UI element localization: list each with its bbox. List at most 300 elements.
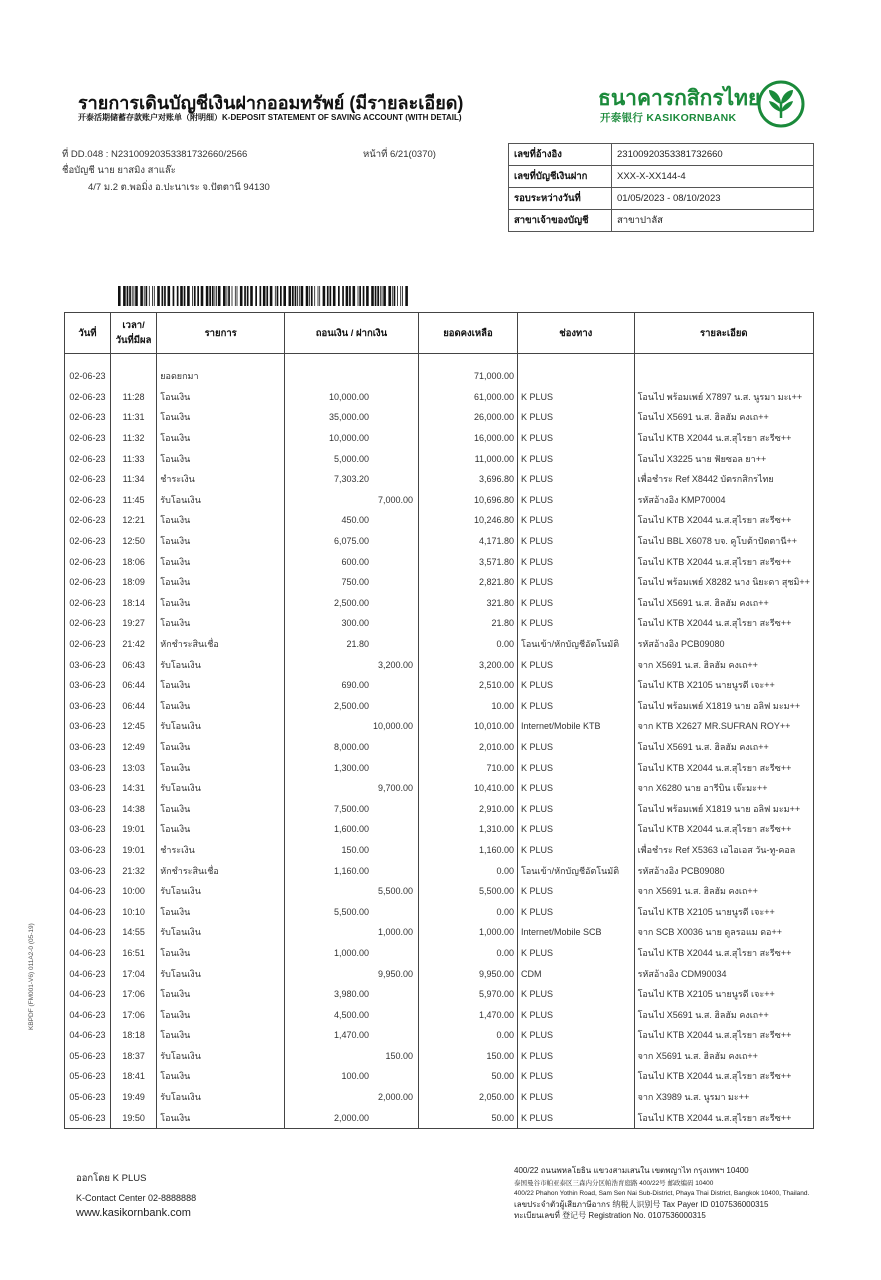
row-amount xyxy=(285,387,419,408)
table-row xyxy=(65,840,814,861)
statement-title: รายการเดินบัญชีเงินฝากออมทรัพย์ (มีรายละเอียด) xyxy=(78,93,464,113)
row-amount xyxy=(285,881,419,902)
row-channel: K PLUS xyxy=(518,490,635,511)
row-channel: K PLUS xyxy=(518,654,635,675)
row-channel: โอนเข้า/หักบัญชีอัตโนมัติ xyxy=(518,634,635,655)
barcode-bar xyxy=(215,286,216,306)
row-channel: K PLUS xyxy=(518,593,635,614)
row-transaction: โอนเงิน xyxy=(157,613,285,634)
info-label: เลขที่อ้างอิง xyxy=(509,144,612,166)
table-row xyxy=(65,551,814,572)
bank-name-english: 开泰银行 KASIKORNBANK xyxy=(600,112,737,124)
table-row xyxy=(65,490,814,511)
info-row xyxy=(509,210,814,232)
row-time: 18:14 xyxy=(110,593,156,614)
barcode-bar xyxy=(240,286,243,306)
row-amount xyxy=(285,798,419,819)
website-link[interactable]: www.kasikornbank.com xyxy=(76,1207,191,1219)
table-row xyxy=(65,943,814,964)
row-withdraw: 1,160.00 xyxy=(334,865,370,876)
row-amount xyxy=(285,510,419,531)
row-withdraw: 7,303.20 xyxy=(334,474,370,485)
barcode-bar xyxy=(270,286,273,306)
row-amount xyxy=(285,984,419,1005)
row-time: 19:01 xyxy=(110,819,156,840)
row-detail: โอนไป KTB X2105 นายนูรดี เจะ++ xyxy=(634,675,813,696)
barcode-bar xyxy=(275,286,276,306)
barcode-bar xyxy=(168,286,171,306)
table-row xyxy=(65,354,814,387)
row-time: 12:50 xyxy=(110,531,156,552)
row-amount xyxy=(285,1107,419,1128)
row-amount xyxy=(285,354,419,387)
barcode-bar xyxy=(371,286,374,306)
table-row xyxy=(65,881,814,902)
table-row xyxy=(65,675,814,696)
statement-subtitle: 开泰活期储蓄存款账户对账单（附明细）K-DEPOSIT STATEMENT OF SAVING ACCOUNT (WITH DETAIL) xyxy=(78,113,462,122)
row-transaction: หักชำระสินเชื่อ xyxy=(157,634,285,655)
row-transaction: โอนเงิน xyxy=(157,593,285,614)
row-channel: K PLUS xyxy=(518,798,635,819)
row-balance: 10,696.80 xyxy=(418,490,517,511)
row-transaction: โอนเงิน xyxy=(157,1107,285,1128)
row-detail: โอนไป KTB X2044 น.ส.สุไรยา สะรีซ++ xyxy=(634,1025,813,1046)
row-date: 03-06-23 xyxy=(65,757,111,778)
table-row xyxy=(65,572,814,593)
row-date: 04-06-23 xyxy=(65,881,111,902)
row-balance: 16,000.00 xyxy=(418,428,517,449)
row-amount xyxy=(285,551,419,572)
barcode-bar xyxy=(260,286,262,306)
kasikornbank-logo-icon xyxy=(757,80,805,128)
barcode-bar xyxy=(154,286,155,306)
barcode-bar xyxy=(402,286,403,306)
row-withdraw: 6,075.00 xyxy=(334,536,370,547)
col-header-detail: รายละเอียด xyxy=(634,313,813,354)
info-value: 01/05/2023 - 08/10/2023 xyxy=(612,188,814,210)
row-date: 03-06-23 xyxy=(65,778,111,799)
row-balance: 0.00 xyxy=(418,1025,517,1046)
row-channel: K PLUS xyxy=(518,696,635,717)
row-balance: 321.80 xyxy=(418,593,517,614)
row-date: 03-06-23 xyxy=(65,840,111,861)
row-channel: K PLUS xyxy=(518,901,635,922)
row-time: 14:55 xyxy=(110,922,156,943)
contact-center: K-Contact Center 02-8888888 xyxy=(76,1193,197,1203)
barcode-bar xyxy=(283,286,286,306)
row-withdraw: 1,300.00 xyxy=(334,762,370,773)
info-label: รอบระหว่างวันที่ xyxy=(509,188,612,210)
row-amount xyxy=(285,490,419,511)
row-detail: รหัสอ้างอิง CDM90034 xyxy=(634,963,813,984)
row-detail: โอนไป KTB X2105 นายนูรดี เจะ++ xyxy=(634,984,813,1005)
row-detail: จาก X3989 น.ส. นูรมา มะ++ xyxy=(634,1087,813,1108)
row-channel: K PLUS xyxy=(518,1046,635,1067)
row-channel: K PLUS xyxy=(518,675,635,696)
row-transaction: โอนเงิน xyxy=(157,943,285,964)
row-channel: K PLUS xyxy=(518,407,635,428)
barcode-bar xyxy=(299,286,300,306)
barcode-bar xyxy=(197,286,199,306)
row-transaction: โอนเงิน xyxy=(157,757,285,778)
row-amount xyxy=(285,675,419,696)
barcode-bar xyxy=(223,286,226,306)
row-date: 03-06-23 xyxy=(65,696,111,717)
row-time: 06:44 xyxy=(110,675,156,696)
row-date: 02-06-23 xyxy=(65,490,111,511)
row-date: 03-06-23 xyxy=(65,819,111,840)
barcode-bar xyxy=(123,286,126,306)
row-date: 04-06-23 xyxy=(65,922,111,943)
barcode-bar xyxy=(227,286,228,306)
row-time: 21:42 xyxy=(110,634,156,655)
barcode-bar xyxy=(162,286,164,306)
row-date: 04-06-23 xyxy=(65,1025,111,1046)
barcode-bar xyxy=(330,286,332,306)
table-row xyxy=(65,798,814,819)
row-time: 17:06 xyxy=(110,1004,156,1025)
table-row xyxy=(65,469,814,490)
row-amount xyxy=(285,737,419,758)
table-row xyxy=(65,757,814,778)
row-detail: โอนไป BBL X6078 บจ. คูโบต้าปัตตานี++ xyxy=(634,531,813,552)
barcode-bar xyxy=(397,286,398,306)
info-row xyxy=(509,144,814,166)
barcode-bar xyxy=(363,286,365,306)
row-balance: 2,821.80 xyxy=(418,572,517,593)
row-balance: 0.00 xyxy=(418,943,517,964)
row-transaction: รับโอนเงิน xyxy=(157,490,285,511)
barcode-bar xyxy=(180,286,183,306)
row-time: 18:18 xyxy=(110,1025,156,1046)
row-withdraw: 8,000.00 xyxy=(334,741,370,752)
table-row xyxy=(65,1087,814,1108)
row-withdraw: 750.00 xyxy=(341,577,370,588)
row-channel: K PLUS xyxy=(518,819,635,840)
barcode-bar xyxy=(295,286,297,306)
row-transaction: รับโอนเงิน xyxy=(157,922,285,943)
row-detail: รหัสอ้างอิง PCB09080 xyxy=(634,860,813,881)
page-number: หน้าที่ 6/21(0370) xyxy=(363,149,436,160)
barcode-bar xyxy=(127,286,129,306)
row-date: 03-06-23 xyxy=(65,860,111,881)
row-transaction: โอนเงิน xyxy=(157,984,285,1005)
statement-table xyxy=(64,312,814,1129)
row-date: 04-06-23 xyxy=(65,901,111,922)
row-detail: โอนไป X5691 น.ส. ฮิลฮัม คงเถ++ xyxy=(634,593,813,614)
row-date: 02-06-23 xyxy=(65,407,111,428)
row-deposit: 5,500.00 xyxy=(378,886,414,897)
row-transaction: โอนเงิน xyxy=(157,448,285,469)
row-channel: K PLUS xyxy=(518,1004,635,1025)
row-detail xyxy=(634,354,813,387)
row-time: 19:49 xyxy=(110,1087,156,1108)
row-date: 02-06-23 xyxy=(65,469,111,490)
barcode-bar xyxy=(206,286,209,306)
row-transaction: โอนเงิน xyxy=(157,572,285,593)
row-transaction: โอนเงิน xyxy=(157,1025,285,1046)
row-time: 11:31 xyxy=(110,407,156,428)
barcode-bar xyxy=(392,286,393,306)
row-detail: โอนไป X3225 นาย ฟัยซอล ยา++ xyxy=(634,448,813,469)
barcode-bar xyxy=(349,286,351,306)
row-date: 05-06-23 xyxy=(65,1046,111,1067)
table-row xyxy=(65,778,814,799)
row-balance: 1,310.00 xyxy=(418,819,517,840)
row-detail: จาก SCB X0036 นาย ดูลรอแม ดอ++ xyxy=(634,922,813,943)
row-time: 14:38 xyxy=(110,798,156,819)
row-withdraw: 600.00 xyxy=(341,556,370,567)
row-withdraw: 5,000.00 xyxy=(334,453,370,464)
row-time: 10:10 xyxy=(110,901,156,922)
row-transaction: ชำระเงิน xyxy=(157,469,285,490)
barcode-bar xyxy=(266,286,268,306)
col-header-amount: ถอนเงิน / ฝากเงิน xyxy=(285,313,419,354)
barcode-bar xyxy=(309,286,310,306)
row-channel: K PLUS xyxy=(518,572,635,593)
barcode-bar xyxy=(380,286,381,306)
statement-header-row xyxy=(65,313,814,354)
row-time: 11:32 xyxy=(110,428,156,449)
row-balance: 10,010.00 xyxy=(418,716,517,737)
row-channel: โอนเข้า/หักบัญชีอัตโนมัติ xyxy=(518,860,635,881)
row-amount xyxy=(285,654,419,675)
info-value: 231009203533817326​60 xyxy=(612,144,814,166)
row-detail: รหัสอ้างอิง KMP70004 xyxy=(634,490,813,511)
row-time: 17:04 xyxy=(110,963,156,984)
row-date: 04-06-23 xyxy=(65,943,111,964)
row-transaction: โอนเงิน xyxy=(157,901,285,922)
table-row xyxy=(65,1004,814,1025)
row-withdraw: 1,000.00 xyxy=(334,947,370,958)
row-balance: 21.80 xyxy=(418,613,517,634)
row-detail: รหัสอ้างอิง PCB09080 xyxy=(634,634,813,655)
row-amount xyxy=(285,572,419,593)
row-time: 14:31 xyxy=(110,778,156,799)
row-detail: โอนไป KTB X2044 น.ส.สุไรยา สะรีซ++ xyxy=(634,943,813,964)
table-row xyxy=(65,716,814,737)
row-withdraw: 300.00 xyxy=(341,618,370,629)
barcode-bar xyxy=(377,286,379,306)
row-channel: CDM xyxy=(518,963,635,984)
table-row xyxy=(65,860,814,881)
row-transaction: โอนเงิน xyxy=(157,551,285,572)
barcode-bar xyxy=(297,286,298,306)
row-balance: 2,050.00 xyxy=(418,1087,517,1108)
row-time: 11:45 xyxy=(110,490,156,511)
table-row xyxy=(65,428,814,449)
row-transaction: โอนเงิน xyxy=(157,1004,285,1025)
table-row xyxy=(65,654,814,675)
row-date: 05-06-23 xyxy=(65,1087,111,1108)
row-withdraw: 35,000.00 xyxy=(329,412,370,423)
row-date: 02-06-23 xyxy=(65,387,111,408)
row-time: 19:01 xyxy=(110,840,156,861)
row-channel: K PLUS xyxy=(518,387,635,408)
table-row xyxy=(65,407,814,428)
row-detail: จาก KTB X2627 MR.SUFRAN ROY++ xyxy=(634,716,813,737)
row-detail: โอนไป KTB X2044 น.ส.สุไรยา สะรีซ++ xyxy=(634,510,813,531)
barcode-bar xyxy=(228,286,230,306)
barcode-bar xyxy=(375,286,377,306)
row-amount xyxy=(285,757,419,778)
row-transaction: ยอดยกมา xyxy=(157,354,285,387)
row-detail: โอนไป X5691 น.ส. ฮิลฮัม คงเถ++ xyxy=(634,407,813,428)
row-balance: 0.00 xyxy=(418,860,517,881)
row-time: 12:49 xyxy=(110,737,156,758)
row-time: 18:06 xyxy=(110,551,156,572)
row-withdraw: 690.00 xyxy=(341,680,370,691)
row-amount xyxy=(285,531,419,552)
barcode xyxy=(118,286,408,306)
row-channel: K PLUS xyxy=(518,757,635,778)
row-balance: 5,500.00 xyxy=(418,881,517,902)
barcode-bar xyxy=(323,286,326,306)
row-detail: โอนไป KTB X2044 น.ส.สุไรยา สะรีซ++ xyxy=(634,1066,813,1087)
row-transaction: โอนเงิน xyxy=(157,531,285,552)
row-withdraw: 10,000.00 xyxy=(329,433,370,444)
issued-by: ออกโดย K PLUS xyxy=(76,1173,147,1184)
col-header-time: เวลา/ วันที่มีผล xyxy=(110,313,156,354)
row-channel: K PLUS xyxy=(518,613,635,634)
barcode-bar xyxy=(388,286,391,306)
row-transaction: รับโอนเงิน xyxy=(157,778,285,799)
row-amount xyxy=(285,428,419,449)
row-balance: 710.00 xyxy=(418,757,517,778)
table-row xyxy=(65,1046,814,1067)
row-amount xyxy=(285,448,419,469)
address-line: 400/22 ถนนพหลโยธิน แขวงสามเสนใน เขตพญาไท กรุงเทพฯ 10400 xyxy=(514,1166,749,1175)
col-header-channel: ช่องทาง xyxy=(518,313,635,354)
row-date: 03-06-23 xyxy=(65,675,111,696)
row-balance: 50.00 xyxy=(418,1066,517,1087)
row-channel: K PLUS xyxy=(518,510,635,531)
barcode-bar xyxy=(400,286,401,306)
barcode-bar xyxy=(140,286,143,306)
barcode-bar xyxy=(353,286,356,306)
table-row xyxy=(65,819,814,840)
table-row xyxy=(65,387,814,408)
row-transaction: โอนเงิน xyxy=(157,819,285,840)
barcode-bar xyxy=(187,286,190,306)
row-transaction: โอนเงิน xyxy=(157,737,285,758)
row-detail: โอนไป พร้อมเพย์ X1819 นาย อลิฟ มะม++ xyxy=(634,798,813,819)
row-transaction: รับโอนเงิน xyxy=(157,1046,285,1067)
address-line: 400/22 Phahon Yothin Road, Sam Sen Nai Sub-District, Phaya Thai District, Bangkok 10400, Thailand. xyxy=(514,1190,810,1197)
col-header-balance: ยอดคงเหลือ xyxy=(418,313,517,354)
row-transaction: โอนเงิน xyxy=(157,510,285,531)
row-detail: จาก X5691 น.ส. ฮิลฮัม คงเถ++ xyxy=(634,654,813,675)
row-channel: Internet/Mobile SCB xyxy=(518,922,635,943)
row-balance: 61,000.00 xyxy=(418,387,517,408)
barcode-bar xyxy=(132,286,133,306)
row-transaction: โอนเงิน xyxy=(157,675,285,696)
row-withdraw: 3,980.00 xyxy=(334,989,370,1000)
row-amount xyxy=(285,1066,419,1087)
row-date: 02-06-23 xyxy=(65,448,111,469)
row-withdraw: 4,500.00 xyxy=(334,1009,370,1020)
row-deposit: 150.00 xyxy=(385,1050,414,1061)
row-detail: จาก X5691 น.ส. ฮิลฮัม คงเถ++ xyxy=(634,1046,813,1067)
barcode-bar xyxy=(394,286,396,306)
row-detail: โอนไป X5691 น.ส. ฮิลฮัม คงเถ++ xyxy=(634,1004,813,1025)
row-amount xyxy=(285,963,419,984)
row-detail: จาก X5691 น.ส. ฮิลฮัม คงเถ++ xyxy=(634,881,813,902)
barcode-bar xyxy=(289,286,292,306)
table-row xyxy=(65,613,814,634)
row-amount xyxy=(285,407,419,428)
row-time: 17:06 xyxy=(110,984,156,1005)
row-balance: 26,000.00 xyxy=(418,407,517,428)
table-row xyxy=(65,737,814,758)
barcode-bar xyxy=(383,286,386,306)
barcode-bar xyxy=(149,286,150,306)
barcode-bar xyxy=(235,286,236,306)
tax-id-line: เลขประจำตัวผู้เสียภาษีอากร 纳税人识别号 Tax Payer ID 0107536000315 xyxy=(514,1200,769,1209)
row-channel: K PLUS xyxy=(518,737,635,758)
row-date: 05-06-23 xyxy=(65,1107,111,1128)
table-row xyxy=(65,510,814,531)
row-date: 02-06-23 xyxy=(65,613,111,634)
row-time: 06:44 xyxy=(110,696,156,717)
row-withdraw: 100.00 xyxy=(341,1071,370,1082)
row-detail: จาก X6280 นาย อารีบิน เจ๊ะมะ++ xyxy=(634,778,813,799)
row-balance: 10,410.00 xyxy=(418,778,517,799)
row-deposit: 10,000.00 xyxy=(373,721,414,732)
row-amount xyxy=(285,819,419,840)
info-value: XXX-X-XX144-4 xyxy=(612,166,814,188)
account-address: 4/7 ม.2 ต.พอมิ่ง อ.ปะนาเระ จ.ปัตตานี 94130 xyxy=(88,182,270,193)
row-channel: Internet/Mobile KTB xyxy=(518,716,635,737)
row-date: 02-06-23 xyxy=(65,593,111,614)
row-amount xyxy=(285,943,419,964)
barcode-bar xyxy=(212,286,214,306)
row-date: 02-06-23 xyxy=(65,551,111,572)
row-date: 02-06-23 xyxy=(65,531,111,552)
barcode-bar xyxy=(177,286,179,306)
barcode-bar xyxy=(277,286,279,306)
barcode-bar xyxy=(218,286,221,306)
info-value: สาขาปาลัส xyxy=(612,210,814,232)
row-time: 12:21 xyxy=(110,510,156,531)
row-channel: K PLUS xyxy=(518,448,635,469)
table-row xyxy=(65,1107,814,1128)
row-balance: 1,000.00 xyxy=(418,922,517,943)
col-header-date: วันที่ xyxy=(65,313,111,354)
table-row xyxy=(65,922,814,943)
row-time: 13:03 xyxy=(110,757,156,778)
row-detail: โอนไป KTB X2044 น.ส.สุไรยา สะรีซ++ xyxy=(634,613,813,634)
table-row xyxy=(65,634,814,655)
row-date: 02-06-23 xyxy=(65,510,111,531)
row-date: 03-06-23 xyxy=(65,798,111,819)
bank-name-thai: ธนาคารกสิกรไทย xyxy=(598,87,761,110)
row-channel: K PLUS xyxy=(518,469,635,490)
barcode-bar xyxy=(194,286,196,306)
row-time: 19:50 xyxy=(110,1107,156,1128)
barcode-bar xyxy=(135,286,138,306)
row-channel: K PLUS xyxy=(518,943,635,964)
row-balance: 0.00 xyxy=(418,901,517,922)
row-balance: 50.00 xyxy=(418,1107,517,1128)
row-withdraw: 150.00 xyxy=(341,844,370,855)
row-amount xyxy=(285,778,419,799)
table-row xyxy=(65,963,814,984)
table-row xyxy=(65,901,814,922)
reference-line: ที่ DD.048 : N2310092035338173266​0/2566 xyxy=(62,149,248,160)
row-time: 21:32 xyxy=(110,860,156,881)
row-balance: 3,571.80 xyxy=(418,551,517,572)
